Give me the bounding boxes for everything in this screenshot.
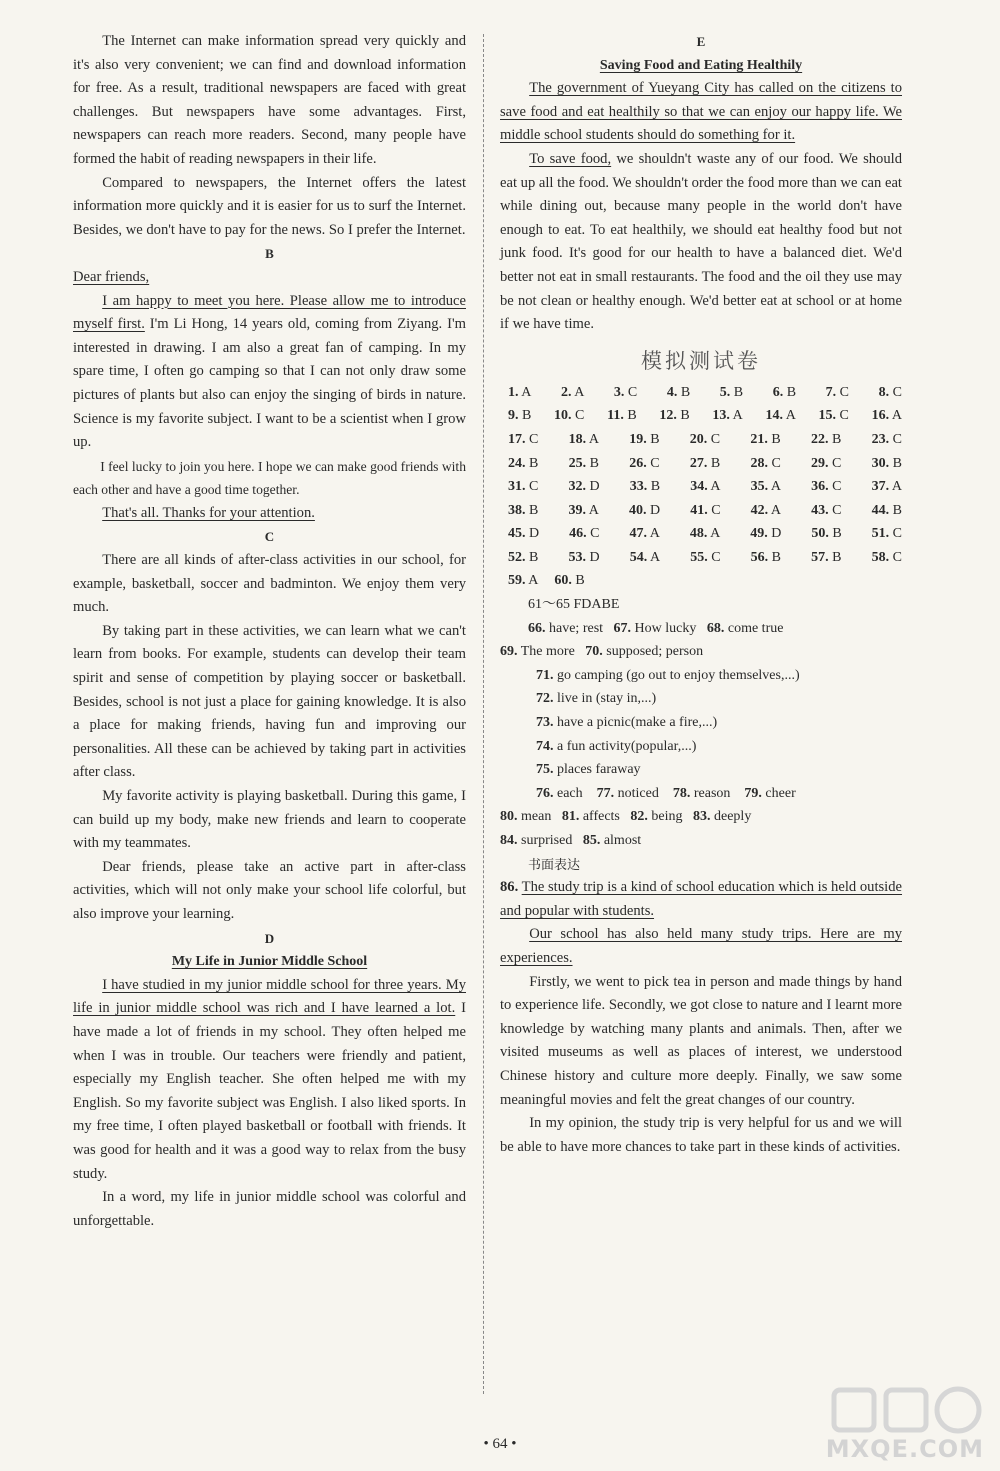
answer-number: 72. [536,691,554,707]
answer-text: reason [693,785,731,801]
answer-number: 73. [536,715,554,731]
answer-item [750,428,780,452]
section-c-paragraph-4: Dear friends, please take an active part in after-class activities, which will not only make your school life colorful, but also improve your learning. [73,858,466,922]
answer-letter: C [832,502,842,518]
writing-section-label: 书面表达 [528,856,581,872]
answer-letter: C [892,549,902,565]
answer-letter: C [892,526,902,542]
answer-number: 16. [871,408,890,424]
answer-item [751,499,781,523]
answer-number: 46. [569,526,587,542]
answer-item [667,381,690,405]
answer-number: 8. [878,384,890,400]
answer-line-69 [500,640,902,664]
answer-letter: D [529,526,540,542]
answer-number: 45. [508,526,526,542]
answer-letter: C [711,502,721,518]
answer-letter: B [832,549,842,565]
answer-number: 48. [689,526,708,542]
answer-letter: C [839,384,849,400]
answer-number: 26. [629,455,647,471]
answer-text: The more [520,644,575,660]
answer-number: 17. [508,431,526,447]
answer-letter: C [771,455,781,471]
answer-item [720,381,743,405]
answer-number: 20. [689,431,708,447]
section-d-paragraph-1 [73,974,466,1186]
answer-item [819,404,849,428]
answer-letter: B [680,408,690,424]
closing-text: That's all. Thanks for your attention. [102,504,315,521]
answer-number: 33. [629,479,648,495]
answer-number: 3. [613,384,625,400]
answer-row [508,428,902,452]
section-c-paragraph-1: There are all kinds of after-class activities in our school, for example, basketball, soccer and badminton. We enjoy them very much. [73,552,466,616]
answer-letter: B [733,384,744,400]
answer-number: 49. [750,526,768,542]
answer-letter: D [771,526,782,542]
answer-number: 69. [500,644,518,660]
underlined-sentence: The study trip is a kind of school education which is held outside and popular with students. [500,879,903,919]
answer-item [872,428,902,452]
page-number: • 64 • [483,1436,517,1452]
answer-number: 10. [554,408,572,424]
answer-letter: B [650,479,661,495]
mock-test-title: 模拟测试卷 [641,348,761,373]
answer-number: 19. [629,431,647,447]
answer-86-paragraph-1 [500,876,902,923]
answer-letter: B [892,455,902,471]
answer-letter: A [588,502,599,518]
answer-letter: A [588,431,599,447]
answer-number: 84. [500,833,518,848]
answer-item [630,475,660,499]
answer-number: 12. [659,408,677,424]
answer-item [569,452,599,476]
answer-letter: A [649,526,660,542]
answer-line-75 [500,758,902,782]
answer-number: 70. [585,644,603,660]
answer-number: 37. [871,479,890,495]
answer-letter: C [892,384,902,400]
answer-item [811,428,841,452]
answer-letter: B [522,408,532,424]
answer-number: 50. [811,526,829,542]
column-divider [483,34,484,1394]
answer-text: have a picnic(make a fire,...) [557,715,718,731]
answer-number: 44. [871,502,890,518]
answer-letter: C [575,408,585,424]
answer-letter: D [589,549,600,565]
answer-number: 9. [508,408,519,424]
answer-line-76 [500,782,902,806]
answer-text: How lucky [634,620,697,636]
answer-item [569,428,599,452]
answer-row [508,569,902,593]
answer-item [826,381,849,405]
underlined-sentence: I am happy to meet you here. Please allow me to introduce myself first. [73,292,466,333]
answer-letter: D [649,502,661,518]
underlined-sentence: The government of Yueyang City has called on the citizens to save food and eat healthily so that we can enjoy our happy life. We middle school students should do something for it. [500,80,902,144]
answer-number: 60. [554,573,572,589]
answer-line-80 [500,805,902,829]
answer-letter: B [529,549,539,565]
section-b-closing [73,502,466,526]
answer-item [872,475,902,499]
answer-letter: A [574,384,585,400]
answer-line-73 [500,711,902,735]
answer-letter: A [649,549,661,565]
answer-item [607,404,637,428]
answer-text: mean [521,809,552,825]
answer-number: 35. [750,479,769,495]
answer-number: 13. [712,408,730,424]
answer-number: 14. [765,408,783,424]
answer-number: 77. [596,785,615,801]
answer-letter: C [710,431,721,447]
answer-line-72 [500,687,902,711]
section-b-label: B [265,246,274,262]
answer-text: go camping (go out to enjoy themselves,...) [557,667,800,683]
answer-86-paragraph-2 [500,923,902,970]
answer-number: 75. [536,762,554,778]
answer-item [872,452,902,476]
answer-number: 59. [508,573,526,589]
answer-number: 32. [568,479,586,495]
underlined-sentence: Our school has also held many study trips. Here are my experiences. [500,926,902,966]
answer-number: 28. [750,455,768,471]
answer-item [508,569,538,593]
section-c-paragraph-2: By taking part in these activities, we can learn what we can't learn from books. For example, students can develop their team spirit and sense of competition by playing soccer or basketball. Besides, school is not just a place for gaining knowledge. It is also a place for making friends, having fun and improving our personalities. All these can be achieved by taking part in activities after class. [73,622,466,781]
answer-item [629,452,659,476]
answer-grid [500,381,902,593]
section-c-paragraph-3: My favorite activity is playing basketball. During this game, I can build up my body, make new friends and learn to cooperate with my teammates. [73,788,466,852]
answer-row [508,404,902,428]
answer-item [508,428,538,452]
answer-letter: B [771,549,782,565]
greeting-text: Dear friends, [73,268,150,285]
answer-text: places faraway [557,762,641,778]
answer-item [811,522,841,546]
answer-item [690,522,720,546]
answer-number: 47. [629,526,647,542]
watermark-logo [824,1382,994,1467]
answer-item [750,522,781,546]
answer-text: live in (stay in,...) [557,691,657,707]
answer-number: 76. [536,785,554,801]
answer-number: 7. [825,384,837,400]
paragraph-text: I'm Li Hong, 14 years old, coming from Ziyang. I'm interested in drawing. I am also a great fan of camping. In my spare time, I often go camping so that I can not only draw some pictures of plants but also can enjoy the singing of birds in nature. Science is my favorite subject. I want to be a scientist when I grow up. [73,316,466,451]
answer-letter: A [891,479,902,495]
answer-letter: B [529,455,539,471]
answer-item [629,499,660,523]
section-d-title: My Life in Junior Middle School [171,954,368,970]
answer-letter: B [786,384,797,400]
section-e-title: Saving Food and Eating Healthily [599,57,803,73]
section-a-paragraph-2: Compared to newspapers, the Internet offers the latest information more quickly and it is easier for us to surf the Internet. Besides, we don't have to pay for the news. So I prefer the Internet. [73,174,466,238]
answer-number: 6. [772,384,784,400]
answer-letter: C [832,455,842,471]
underlined-sentence: I have studied in my junior middle school for three years. My life in junior middle school was rich and I have learned a lot. [73,976,466,1017]
paragraph-text: I have made a lot of friends in my school. They often helped me when I was in trouble. Our teachers were friendly and patient, especially my English teacher. She often helped me with my English. So my favorite subject was English. I also liked sports. In my free time, I often played basketball or football with friends. It was good for health and it was a good way to relax from the busy study. [73,1000,466,1182]
answer-number: 5. [719,384,731,400]
answer-row [508,452,902,476]
answer-number: 79. [744,785,762,801]
answer-item [690,452,720,476]
answer-text: supposed; person [606,644,704,660]
answer-item [508,475,538,499]
answer-item [872,522,902,546]
answer-item [879,381,902,405]
answer-number: 39. [568,502,586,518]
answer-number: 15. [818,408,837,424]
answer-row [508,522,902,546]
answer-letter: B [589,455,599,471]
answer-number: 67. [613,620,632,636]
answer-item [508,452,538,476]
answer-number: 71. [536,667,554,683]
answer-letter: A [528,573,539,589]
section-e-paragraph-1 [500,77,902,148]
answer-item [872,404,902,428]
answer-number: 54. [629,549,648,565]
answer-text: deeply [714,809,752,825]
answer-text: a fun activity(popular,...) [557,738,697,754]
answer-item [712,404,742,428]
answer-item [614,381,637,405]
answer-letter: B [529,502,539,518]
answer-number: 2. [560,384,572,400]
answer-item [568,546,599,570]
answer-number: 80. [500,809,518,825]
answer-number: 53. [568,549,586,565]
answer-letter: A [891,408,902,424]
answer-61-65: 61～65 FDABE [528,597,620,613]
answer-text: surprised [521,833,573,848]
answer-item [690,546,720,570]
answer-item [508,381,531,405]
answer-item [554,404,584,428]
section-a-paragraph-1: The Internet can make information spread very quickly and it's also very convenient; we can find and download information for free. As a result, traditional newspapers are faced with great challenges. But newspapers have some advantages. First, newspapers can reach more readers. Second, many people have formed the habit of reading newspapers in their life. [73,33,466,167]
answer-letter: C [627,384,638,400]
section-b-paragraph-2: I feel lucky to join you here. I hope we can make good friends with each other and have a good time together. [73,458,466,498]
answer-item [765,404,795,428]
answer-number: 18. [568,431,587,447]
answer-letter: B [832,526,842,542]
answer-letter: A [710,479,721,495]
section-b-greeting [73,266,466,290]
answer-number: 83. [693,809,711,825]
answer-item [811,475,841,499]
answer-letter: D [589,479,600,495]
answer-item [690,475,720,499]
answer-line-84 [500,829,902,853]
answer-item [629,522,659,546]
answer-number: 41. [690,502,708,518]
answer-number: 31. [508,479,526,495]
answer-letter: A [732,408,743,424]
section-e-label: E [696,34,706,49]
answer-number: 24. [508,455,526,471]
answer-letter: B [575,573,585,589]
answer-number: 40. [628,502,647,518]
answer-item [750,452,780,476]
underlined-sentence: To save food, [529,150,612,167]
answer-letter: C [711,549,721,565]
answer-number: 58. [871,549,890,565]
answer-item [872,546,902,570]
answer-item [569,522,599,546]
answer-letter: A [770,502,782,518]
answer-text: each [557,785,583,801]
left-column [73,30,466,1233]
answer-letter: A [710,526,721,542]
answer-item [811,452,841,476]
answer-text: have; rest [549,620,604,636]
answer-line-66 [500,617,902,641]
answer-letter: B [710,455,721,471]
answer-number: 27. [689,455,708,471]
section-d-label: D [264,930,275,946]
answer-line-74 [500,735,902,759]
answer-letter: B [627,408,637,424]
answer-number: 11. [607,408,624,424]
paragraph-text: we shouldn't waste any of our food. We should eat up all the food. We shouldn't order the food more than we can eat while dining out, because many people in the world don't have enough to eat. To eat healthily, we should eat healthy food but not junk food. It's good for our health to have a balanced diet. We'd better not eat in small restaurants. The food and the oil they use may be not clean or healthy enough. We'd better eat at school or at home if we have time. [500,150,902,333]
answer-letter: A [785,408,796,424]
answer-number: 1. [508,384,519,400]
answer-letter: C [529,431,539,447]
answer-86-paragraph-3: Firstly, we went to pick tea in person and made things by hand to experience life. Secondly, we got close to nature and I learnt more knowledge by watching many plants and animals. Then, after we visited museums as well as places of interest, we understood Chinese history and culture more deeply. Finally, we saw some meaningful movies and felt the great changes of our country. [500,973,902,1108]
answer-letter: B [771,431,781,447]
answer-item [630,546,660,570]
answer-item [508,546,538,570]
answer-item [659,404,689,428]
answer-number: 51. [871,526,890,542]
answer-number: 36. [811,479,829,495]
right-column [500,30,902,1159]
answer-item [508,499,538,523]
section-e-paragraph-2 [500,148,902,337]
answer-item [629,428,659,452]
answer-letter: B [892,502,902,518]
answer-text: come true [727,620,784,636]
answer-letter: C [839,408,849,424]
answer-item [751,546,781,570]
answer-number: 22. [810,431,829,447]
answer-number: 81. [561,809,580,825]
answer-row [508,475,902,499]
answer-item [554,569,584,593]
answer-letter: C [892,431,902,447]
answer-number: 55. [690,549,708,565]
answer-number: 38. [508,502,526,518]
answer-text: cheer [765,785,796,801]
answer-number: 82. [630,809,648,825]
answer-text: affects [582,809,620,825]
answer-number: 43. [811,502,829,518]
answer-text: being [651,809,683,825]
answer-number: 86. [500,879,519,896]
answer-number: 23. [871,431,890,447]
answer-number: 74. [536,738,554,754]
answer-letter: A [521,384,532,400]
answer-letter: A [770,479,782,495]
section-b-paragraph-1 [73,290,466,455]
answer-letter: C [529,479,539,495]
answer-item [811,546,841,570]
watermark-icon [824,1382,994,1442]
section-d-paragraph-2: In a word, my life in junior middle school was colorful and unforgettable. [73,1189,466,1229]
answer-item [508,404,531,428]
answer-letter: C [590,526,600,542]
answer-item [690,428,720,452]
answer-letter: B [680,384,691,400]
answer-86-paragraph-4: In my opinion, the study trip is very helpful for us and we will be able to have more chances to take part in these kinds of activities. [500,1115,902,1155]
answer-row [508,546,902,570]
answer-item [568,475,599,499]
answer-text: almost [603,833,642,848]
answer-item [751,475,781,499]
answer-item [690,499,720,523]
answer-line-71 [500,664,902,688]
answer-number: 29. [811,455,829,471]
answer-item [872,499,902,523]
answer-number: 25. [568,455,587,471]
answer-row [508,381,902,405]
watermark-text: MXQE.COM [825,1435,984,1463]
answer-letter: B [650,431,660,447]
answer-number: 4. [666,384,678,400]
answer-number: 42. [750,502,769,518]
answer-number: 52. [508,549,526,565]
answer-letter: C [650,455,660,471]
answer-number: 66. [528,620,546,636]
answer-row [508,499,902,523]
answer-text: noticed [617,785,659,801]
answer-letter: C [832,479,842,495]
answer-number: 68. [706,620,725,636]
answer-item [568,499,598,523]
answer-item [811,499,841,523]
answer-letter: B [831,431,842,447]
section-c-label: C [264,529,275,545]
answer-item [561,381,584,405]
answer-item [508,522,539,546]
answer-number: 57. [811,549,829,565]
answer-number: 30. [871,455,890,471]
answer-item [773,381,796,405]
answer-number: 78. [672,785,691,801]
answer-number: 21. [750,431,768,447]
answer-line-61 [500,593,902,617]
answer-number: 34. [690,479,708,495]
answer-number: 56. [750,549,769,565]
answer-number: 85. [582,833,601,848]
